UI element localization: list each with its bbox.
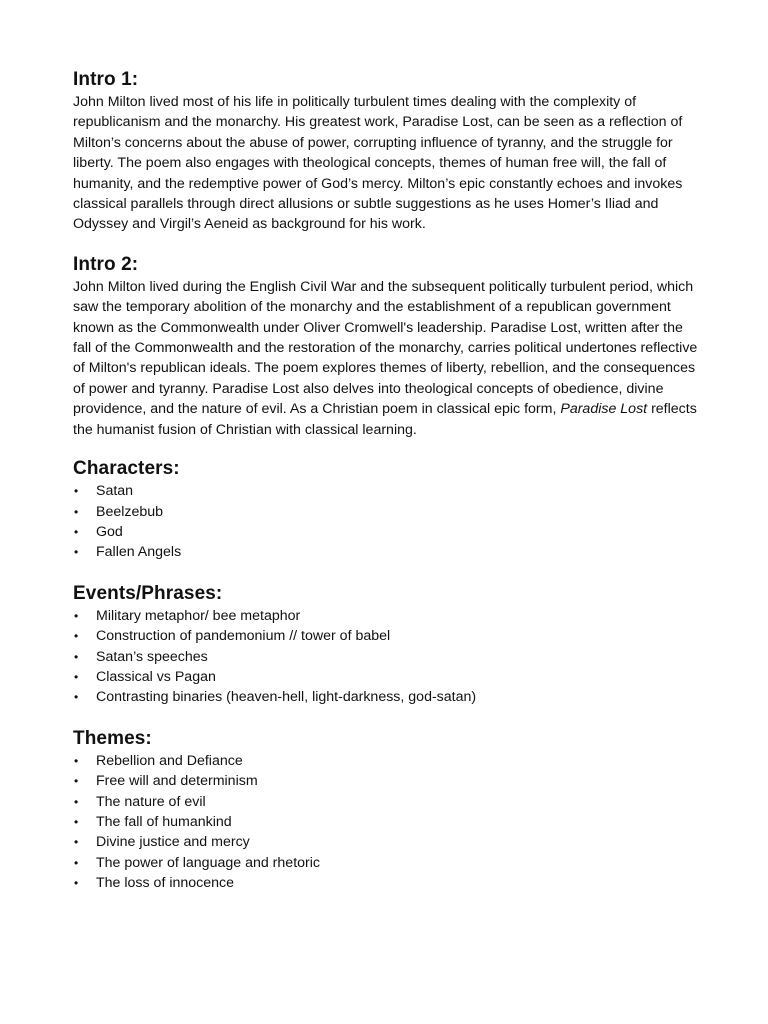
list-item: • The nature of evil — [73, 792, 703, 812]
list-item: • Divine justice and mercy — [73, 832, 703, 852]
intro-2-text-part-2: reflects the humanist fusion of Christian with classical learning. — [73, 401, 697, 438]
list-item: • Military metaphor/ bee metaphor — [73, 606, 703, 626]
list-item: • Free will and determinism — [73, 771, 703, 791]
intro-2-text-part-1: John Milton lived during the English Civil War and the subsequent politically turbulent period, which saw the temporary abolition of the monarchy and the establishment of a republican government known as the Commonwealth under Oliver Cromwell's leadership. Paradise Lost, written after the fall of the Commonwealth and the restoration of the monarchy, carries political undertones reflective of Milton's republican ideals. The poem explores themes of liberty, rebellion, and the consequences of power and tyranny. Paradise Lost also delves into theological concepts of obedience, divine providence, and the nature of evil. As a Christian poem in classical epic form, — [73, 278, 698, 418]
bullet-icon: • — [74, 876, 79, 891]
intro-1-heading: Intro 1: — [73, 69, 139, 90]
bullet-icon: • — [74, 794, 79, 809]
characters-heading: Characters: — [73, 458, 180, 480]
events-list — [73, 606, 703, 708]
list-item: • The power of language and rhetoric — [73, 853, 703, 873]
bullet-icon: • — [74, 608, 79, 623]
list-item: • God — [73, 522, 703, 542]
intro-2-paragraph — [73, 277, 703, 440]
list-item: • Classical vs Pagan — [73, 667, 703, 687]
bullet-icon: • — [74, 484, 79, 499]
list-item: • Beelzebub — [73, 502, 703, 522]
bullet-icon: • — [74, 504, 79, 519]
list-item: • Fallen Angels — [73, 542, 703, 562]
bullet-icon: • — [74, 753, 79, 768]
intro-1-section — [73, 68, 703, 235]
bullet-icon: • — [74, 524, 79, 539]
list-item: • Construction of pandemonium // tower of babel — [73, 626, 703, 646]
list-item: • Satan — [73, 481, 703, 501]
list-item: • Rebellion and Defiance — [73, 751, 703, 771]
bullet-icon: • — [74, 545, 79, 560]
intro-2-section — [73, 253, 703, 440]
list-item: • Contrasting binaries (heaven-hell, light-darkness, god-satan) — [73, 687, 703, 707]
themes-list — [73, 751, 703, 894]
events-heading: Events/Phrases: — [73, 582, 223, 604]
bullet-icon: • — [74, 774, 79, 789]
characters-list — [73, 481, 703, 563]
list-item: • The loss of innocence — [73, 873, 703, 893]
list-item: • The fall of humankind — [73, 812, 703, 832]
document-page — [73, 68, 703, 894]
intro-1-paragraph: John Milton lived most of his life in politically turbulent times dealing with the complexity of republicanism and the monarchy. His greatest work, Paradise Lost, can be seen as a reflection of Milton’s concerns about the abuse of power, corrupting influence of tyranny, and the struggle for liberty. The poem also engages with theological concepts, themes of human free will, the fall of humanity, and the redemptive power of God’s mercy. Milton’s epic constantly echoes and invokes classical parallels through direct allusions or subtle suggestions as he uses Homer’s Iliad and Odyssey and Virgil’s Aeneid as background for his work. — [73, 94, 683, 233]
bullet-icon: • — [74, 629, 79, 644]
list-item: • Satan’s speeches — [73, 647, 703, 667]
bullet-icon: • — [74, 835, 79, 850]
themes-section — [73, 727, 703, 894]
events-section — [73, 582, 703, 708]
characters-section — [73, 457, 703, 563]
bullet-icon: • — [74, 855, 79, 870]
bullet-icon: • — [74, 690, 79, 705]
bullet-icon: • — [74, 649, 79, 664]
bullet-icon: • — [74, 669, 79, 684]
intro-2-italic-title: Paradise Lost — [560, 401, 648, 418]
themes-heading: Themes: — [73, 727, 152, 749]
intro-2-heading: Intro 2: — [73, 253, 139, 275]
bullet-icon: • — [74, 814, 79, 829]
